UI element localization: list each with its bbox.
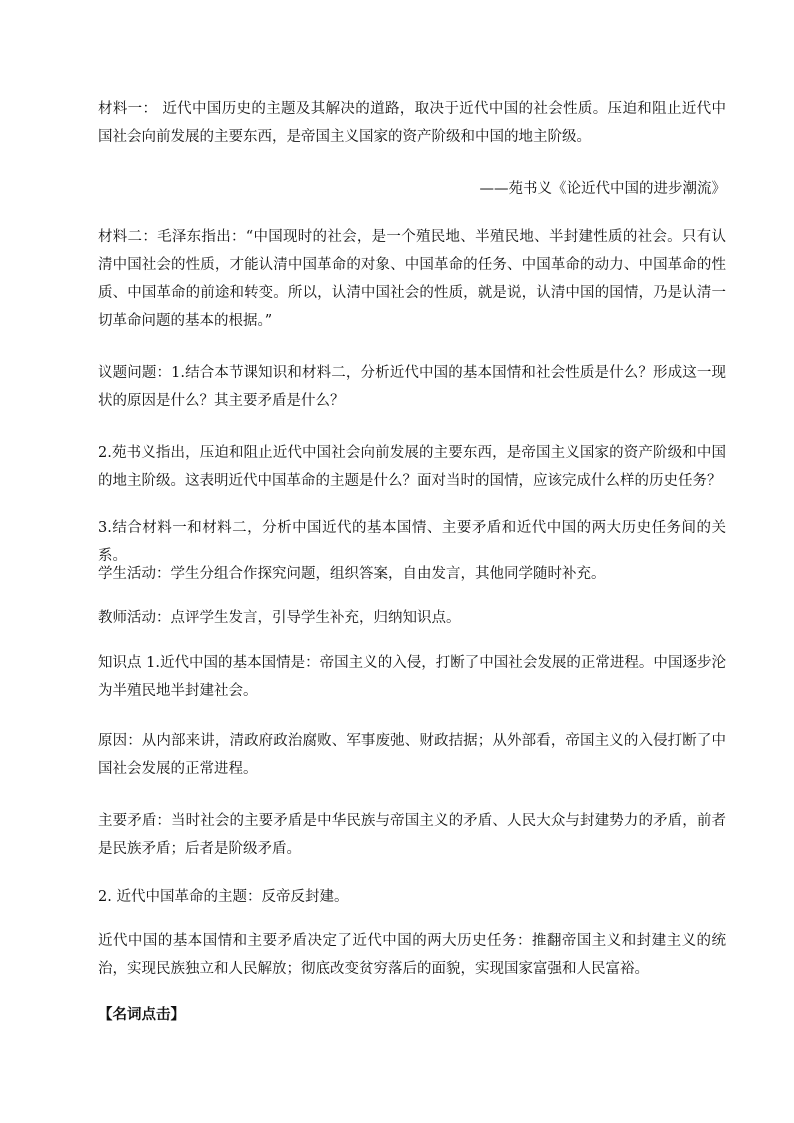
- knowledge-point-one: 知识点 1.近代中国的基本国情是：帝国主义的入侵，打断了中国社会发展的正常进程。中国逐步沦为半殖民地半封建社会。: [98, 655, 726, 699]
- question-three: 3.结合材料一和材料二，分析中国近代的基本国情、主要矛盾和近代中国的两大历史任务间的关系。: [98, 520, 726, 564]
- main-contradiction-paragraph: 主要矛盾：当时社会的主要矛盾是中华民族与帝国主义的矛盾、人民大众与封建势力的矛盾，前者是民族矛盾；后者是阶级矛盾。: [98, 813, 726, 857]
- teacher-activity: 教师活动：点评学生发言，引导学生补充，归纳知识点。: [98, 610, 461, 626]
- question-one: 议题问题：1.结合本节课知识和材料二，分析近代中国的基本国情和社会性质是什么？形成这一现状的原因是什么？其主要矛盾是什么？: [98, 365, 726, 409]
- knowledge-point-two: 2. 近代中国革命的主题：反帝反封建。: [98, 889, 349, 905]
- question-two: 2.苑书义指出，压迫和阻止近代中国社会向前发展的主要东西，是帝国主义国家的资产阶级和中国的地主阶级。这表明近代中国革命的主题是什么？面对当时的国情，应该完成什么样的历史任务？: [98, 445, 726, 489]
- student-activity: 学生活动：学生分组合作探究问题，组织答案，自由发言，其他同学随时补充。: [98, 566, 606, 582]
- reason-paragraph: 原因：从内部来讲，清政府政治腐败、军事废弛、财政拮据；从外部看，帝国主义的入侵打断了中国社会发展的正常进程。: [98, 733, 726, 777]
- material-one-source: ——苑书义《论近代中国的进步潮流》: [479, 181, 726, 197]
- historical-tasks-paragraph: 近代中国的基本国情和主要矛盾决定了近代中国的两大历史任务：推翻帝国主义和封建主义的统治，实现民族独立和人民解放；彻底改变贫穷落后的面貌，实现国家富强和人民富裕。: [98, 933, 726, 977]
- material-one-paragraph: 材料一： 近代中国历史的主题及其解决的道路，取决于近代中国的社会性质。压迫和阻止近代中国社会向前发展的主要东西，是帝国主义国家的资产阶级和中国的地主阶级。: [98, 101, 726, 145]
- material-two-paragraph: 材料二：毛泽东指出：“中国现时的社会，是一个殖民地、半殖民地、半封建性质的社会。只有认清中国社会的性质，才能认清中国革命的对象、中国革命的任务、中国革命的动力、中国革命的性质、中国革命的前途和转变。所以，认清中国社会的性质，就是说，认清中国的国情，乃是认清一切革命问题的基本的根据。”: [98, 229, 726, 329]
- glossary-heading: 【名词点击】: [98, 1006, 185, 1023]
